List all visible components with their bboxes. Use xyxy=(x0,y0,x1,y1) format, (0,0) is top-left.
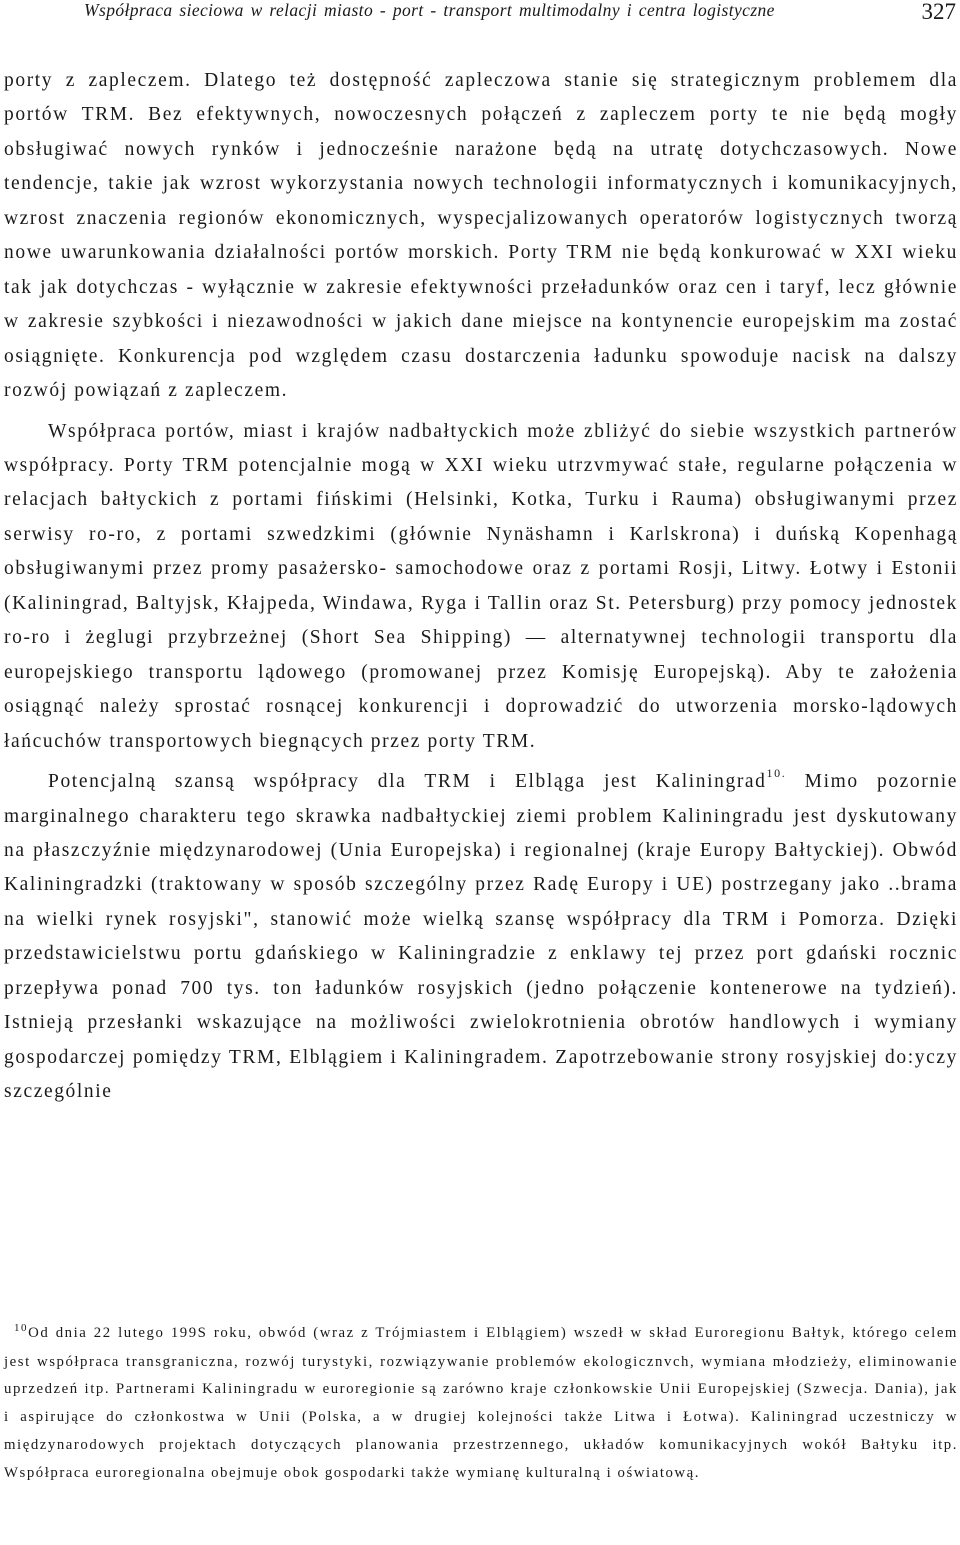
paragraph-2: Współpraca portów, miast i krajów nadbałtyckich może zbliżyć do siebie wszystkich partnerów współpracy. Porty TRM potencjalnie mogą w XXI wieku utrzvmywać stałe, regularne połączenia w relacjach bałtyckich z portami fińskimi (Helsinki, Kotka, Turku i Rauma) obsługiwanymi przez serwisy ro-ro, z portami szwedzkimi (głównie Nynäshamn i Karlskrona) i duńską Kopenhagą obsługiwanymi przez promy pasażersko- samochodowe oraz z portami Rosji, Litwy. Łotwy i Estonii (Kaliningrad, Baltyjsk, Kłajpeda, Windawa, Ryga i Tallin oraz St. Petersburg) przy pomocy jednostek ro-ro i żeglugi przybrzeżnej (Short Sea Shipping) — alternatywnej technologii transportu dla europejskiego transportu lądowego (promowanej przez Komisję Europejską). Aby te założenia osiągnąć należy sprostać rosnącej konkurencji i doprowadzić do utworzenia morsko-lądowych łańcuchów transportowych biegnących przez porty TRM. xyxy=(4,420,958,752)
page-header xyxy=(0,0,960,32)
footnote xyxy=(4,1320,958,1487)
footnote-reference: 10. xyxy=(766,765,787,780)
footnote-marker: 10 xyxy=(14,1322,29,1334)
running-title: Współpraca sieciowa w relacji miasto - port - transport multimodalny i centra logistyczne xyxy=(84,0,775,20)
paragraph-3-start: Potencjalną szansą współpracy dla TRM i Elbląga jest Kaliningrad xyxy=(48,771,767,793)
footnote-text: Od dnia 22 lutego 199S roku, obwód (wraz z Trójmiastem i Elblągiem) wszedł w skład Euroregionu Bałtyk, którego celem jest współpraca transgraniczna, rozwój turystyki, rozwiązywanie problemów ekologicznvch, wymiana młodzieży, eliminowanie uprzedzeń itp. Partnerami Kaliningradu w euroregionie są zarówno kraje członkowskie Unii Europejskiej (Szwecja. Dania), jak i aspirujące do członkostwa w Unii (Polska, a w drugiej kolejności także Litwa i Łotwa). Kaliningrad uczestniczy w międzynarodowych projektach dotyczących planowania przestrzennego, układów komunikacyjnych wokół Bałtyku itp. Współpraca euroregionalna obejmuje obok gospodarki także wymianę kulturalną i oświatową. xyxy=(4,1325,958,1481)
body-text xyxy=(4,64,958,1116)
paragraph-3 xyxy=(4,765,958,1110)
page-number: 327 xyxy=(921,0,956,24)
paragraph-3-rest: Mimo pozornie marginalnego charakteru tego skrawka nadbałtyckiej ziemi problem Kaliningradu jest dyskutowany na płaszczyźnie międzynarodowej (Unia Europejska) i regionalnej (kraje Europy Bałtyckiej). Obwód Kaliningradzki (traktowany w sposób szczególny przez Radę Europy i UE) postrzegany jako ..brama na wielki rynek rosyjski", stanowić może wielką szansę współpracy dla TRM i Pomorza. Dzięki przedstawicielstwu portu gdańskiego w Kaliningradzie z enklawy tej przez port gdański rocznic przepływa ponad 700 tys. ton ładunków rosyjskich (jedno połączenie kontenerowe na tydzień). Istnieją przesłanki wskazujące na możliwości zwielokrotnienia obrotów handlowych i wymiany gospodarczej pomiędzy TRM, Elblągiem i Kaliningradem. Zapotrzebowanie strony rosyjskiej do:yczy szczególnie xyxy=(4,771,959,1103)
paragraph-1: porty z zapleczem. Dlatego też dostępność zapleczowa stanie się strategicznym problemem dla portów TRM. Bez efektywnych, nowoczesnych połączeń z zapleczem porty te nie będą mogły obsługiwać nowych rynków i jednocześnie narażone będą na utratę dotychczasowych. Nowe tendencje, takie jak wzrost wykorzystania nowych technologii informatycznych i komunikacyjnych, wzrost znaczenia regionów ekonomicznych, wyspecjalizowanych operatorów logistycznych tworzą nowe uwarunkowania działalności portów morskich. Porty TRM nie będą konkurować w XXI wieku tak jak dotychczas - wyłącznie w zakresie efektywności przeładunków oraz cen i taryf, lecz głównie w zakresie szybkości i niezawodności w jakich dane miejsce na kontynencie europejskim ma zostać osiągnięte. Konkurencja pod względem czasu dostarczenia ładunku spowoduje nacisk na dalszy rozwój powiązań z zapleczem. xyxy=(4,70,958,402)
